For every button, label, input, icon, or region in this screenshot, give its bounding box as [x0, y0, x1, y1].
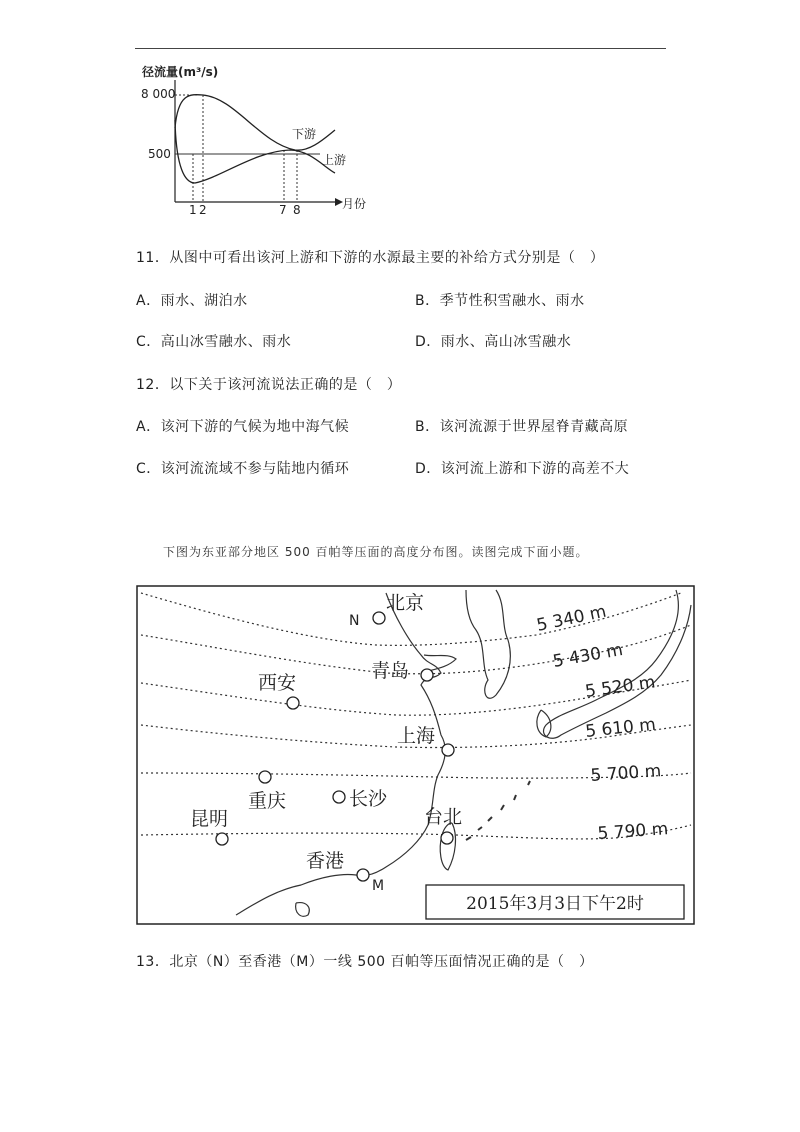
city-dot-chongqing	[259, 771, 271, 783]
city-label-xianggang: 香港	[306, 850, 345, 872]
q12-option-d[interactable]: D．该河流上游和下游的高差不大	[415, 461, 630, 477]
curve-downstream	[175, 95, 335, 151]
city-dot-xian	[287, 697, 299, 709]
marker-n: N	[349, 613, 360, 629]
city-dot-kunming	[216, 833, 228, 845]
map-intro: 下图为东亚部分地区 500 百帕等压面的高度分布图。读图完成下面小题。	[163, 545, 589, 559]
q11-stem: 11．从图中可看出该河上游和下游的水源最主要的补给方式分别是（ ）	[136, 250, 605, 266]
header-rule	[135, 48, 666, 49]
q12-option-c[interactable]: C．该河流流域不参与陆地内循环	[136, 461, 350, 477]
x-tick-2: 2	[199, 203, 207, 217]
isoline-label-5700: 5 700 m	[589, 761, 662, 786]
q12-option-b[interactable]: B．该河流源于世界屋脊青藏高原	[415, 419, 629, 435]
runoff-chart	[140, 58, 380, 218]
marker-m: M	[372, 878, 385, 894]
date-box-label: 2015年3月3日下午2时	[466, 894, 644, 914]
city-dot-xianggang	[357, 869, 369, 881]
q11-option-a[interactable]: A．雨水、湖泊水	[136, 293, 248, 309]
map-frame	[137, 586, 694, 924]
label-downstream: 下游	[292, 127, 317, 141]
city-label-kunming: 昆明	[190, 808, 229, 830]
y-tick-500: 500	[148, 147, 171, 161]
city-label-chongqing: 重庆	[248, 790, 287, 812]
city-label-xian: 西安	[258, 672, 297, 694]
city-label-qingdao: 青岛	[371, 660, 410, 682]
q11-option-b[interactable]: B．季节性积雪融水、雨水	[415, 293, 585, 309]
isoline-label-5520: 5 520 m	[583, 672, 657, 702]
x-tick-1: 1	[189, 203, 197, 217]
q12-option-a[interactable]: A．该河下游的气候为地中海气候	[136, 419, 350, 435]
city-label-changsha: 长沙	[349, 788, 388, 810]
x-tick-7: 7	[279, 203, 287, 217]
q13-stem: 13．北京（N）至香港（M）一线 500 百帕等压面情况正确的是（ ）	[136, 954, 594, 970]
city-dot-beijing	[373, 612, 385, 624]
city-label-shanghai: 上海	[397, 725, 436, 747]
pressure-map	[136, 585, 695, 925]
chart-ylabel: 径流量(m³/s)	[142, 65, 219, 79]
isoline-label-5430: 5 430 m	[551, 639, 625, 672]
chart-xlabel: 月份	[342, 197, 367, 211]
label-upstream: 上游	[322, 153, 347, 167]
city-label-taibei: 台北	[424, 806, 463, 828]
q12-stem: 12．以下关于该河流说法正确的是（ ）	[136, 377, 402, 393]
city-dot-taibei	[441, 832, 453, 844]
y-tick-8000: 8 000	[141, 87, 176, 101]
isoline-label-5790: 5 790 m	[596, 819, 669, 844]
x-tick-8: 8	[293, 203, 301, 217]
city-dot-qingdao	[421, 669, 433, 681]
city-label-beijing: 北京	[386, 592, 425, 614]
isoline-label-5610: 5 610 m	[584, 714, 657, 742]
isoline-label-5340: 5 340 m	[534, 601, 609, 636]
q11-option-c[interactable]: C．高山冰雪融水、雨水	[136, 334, 292, 350]
q11-option-d[interactable]: D．雨水、高山冰雪融水	[415, 334, 572, 350]
city-dot-changsha	[333, 791, 345, 803]
city-dot-shanghai	[442, 744, 454, 756]
